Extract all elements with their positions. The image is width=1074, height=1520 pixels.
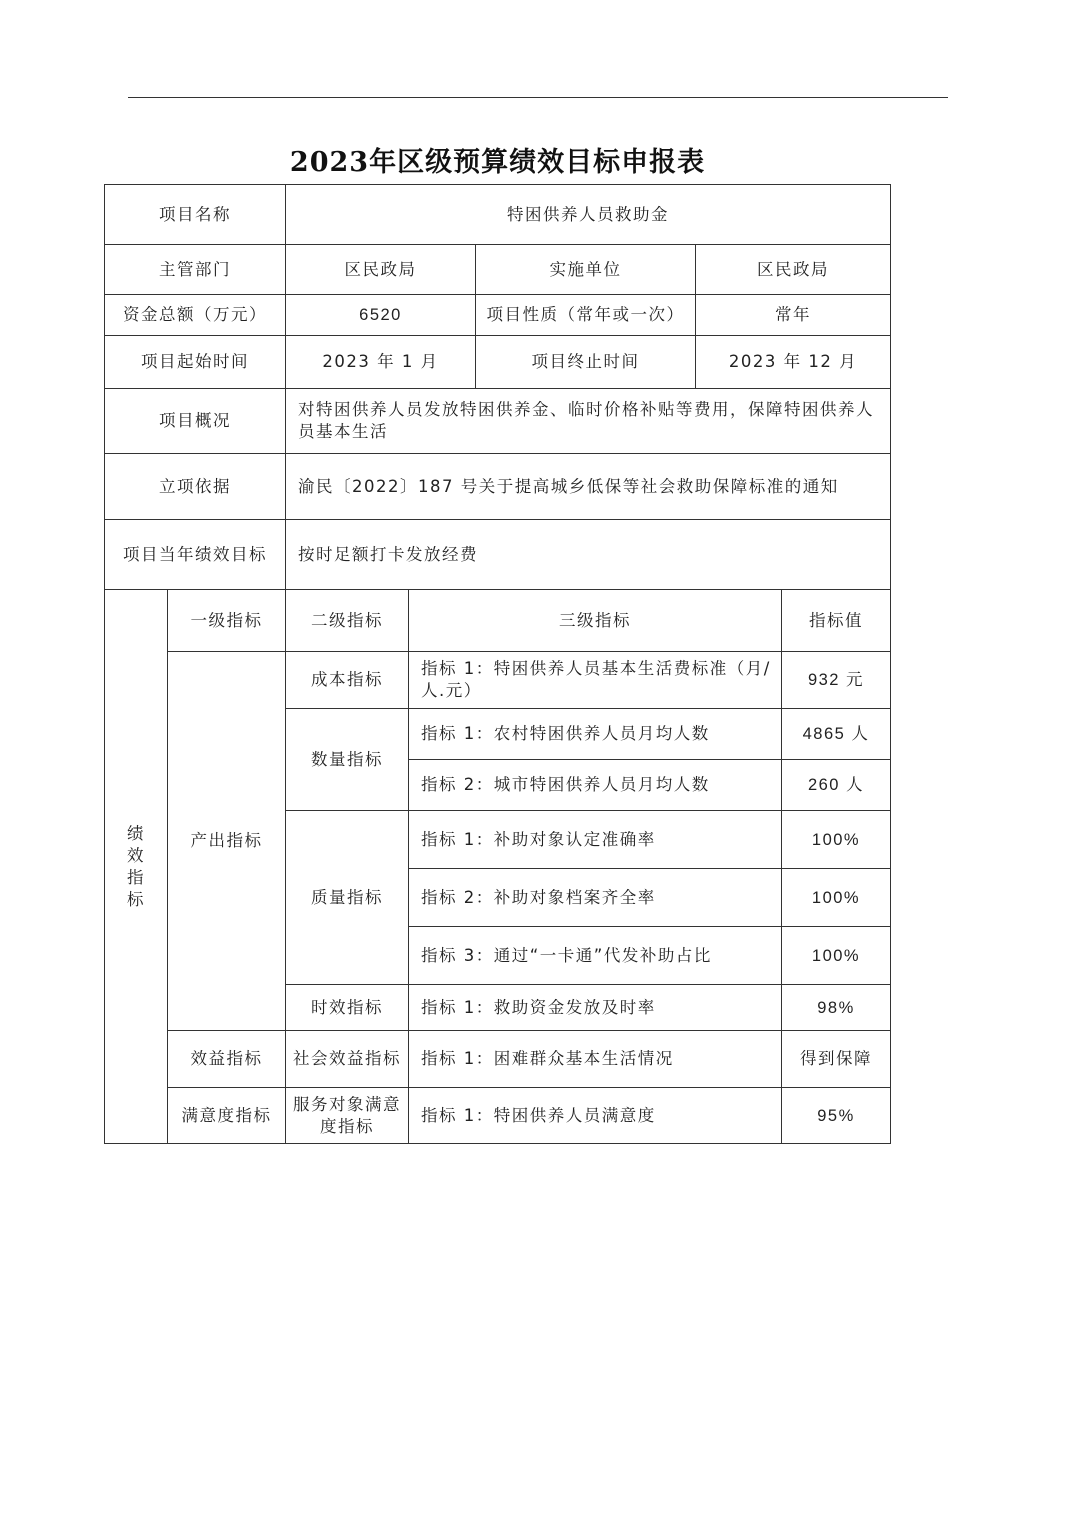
impl-value: 区民政局 (696, 245, 891, 295)
indicator-value: 932 元 (782, 652, 891, 709)
nature-value: 常年 (696, 295, 891, 336)
row-fund (105, 295, 891, 336)
performance-section-label (105, 590, 168, 1144)
start-value: 2023 年 1 月 (286, 336, 476, 389)
header-level1: 一级指标 (168, 590, 286, 652)
cost-indicator-label: 成本指标 (286, 652, 409, 709)
project-name-label: 项目名称 (105, 185, 286, 245)
performance-section-text: 绩效指标 (127, 823, 145, 909)
header-level3: 三级指标 (409, 590, 782, 652)
social-benefit-label: 社会效益指标 (286, 1031, 409, 1088)
project-name-value: 特困供养人员救助金 (286, 185, 891, 245)
indicator-name: 指标 2：城市特困供养人员月均人数 (409, 760, 782, 811)
header-level2: 二级指标 (286, 590, 409, 652)
timeliness-indicator-label: 时效指标 (286, 985, 409, 1031)
service-satisfaction-label: 服务对象满意度指标 (286, 1088, 409, 1144)
indicator-name: 指标 3：通过“一卡通”代发补助占比 (409, 927, 782, 985)
benefit-indicator-label: 效益指标 (168, 1031, 286, 1088)
indicator-value: 100% (782, 927, 891, 985)
quantity-indicator-label: 数量指标 (286, 709, 409, 811)
overview-value: 对特困供养人员发放特困供养金、临时价格补贴等费用，保障特困供养人员基本生活 (286, 389, 891, 454)
overview-label: 项目概况 (105, 389, 286, 454)
end-label: 项目终止时间 (476, 336, 696, 389)
indicator-value: 95% (782, 1088, 891, 1144)
row-overview (105, 389, 891, 454)
indicator-value: 100% (782, 811, 891, 869)
indicator-name: 指标 1：特困供养人员满意度 (409, 1088, 782, 1144)
indicator-value: 98% (782, 985, 891, 1031)
row-project-name (105, 185, 891, 245)
indicator-name: 指标 1：救助资金发放及时率 (409, 985, 782, 1031)
indicator-name: 指标 1：补助对象认定准确率 (409, 811, 782, 869)
indicator-name: 指标 1：特困供养人员基本生活费标准（月/人.元） (409, 652, 782, 709)
top-rule (128, 97, 948, 98)
row-goal (105, 520, 891, 590)
page-title: 2023年区级预算绩效目标申报表 (289, 147, 706, 178)
impl-label: 实施单位 (476, 245, 696, 295)
goal-value: 按时足额打卡发放经费 (286, 520, 891, 590)
table-row (105, 1031, 891, 1088)
start-label: 项目起始时间 (105, 336, 286, 389)
indicator-name: 指标 2：补助对象档案齐全率 (409, 869, 782, 927)
nature-label: 项目性质（常年或一次） (476, 295, 696, 336)
goal-label: 项目当年绩效目标 (105, 520, 286, 590)
fund-label: 资金总额（万元） (105, 295, 286, 336)
row-period (105, 336, 891, 389)
satisfaction-indicator-label: 满意度指标 (168, 1088, 286, 1144)
table-row (105, 1088, 891, 1144)
quality-indicator-label: 质量指标 (286, 811, 409, 985)
basis-value: 渝民〔2022〕187 号关于提高城乡低保等社会救助保障标准的通知 (286, 454, 891, 520)
indicator-value: 260 人 (782, 760, 891, 811)
table-row (105, 652, 891, 709)
indicator-name: 指标 1：农村特困供养人员月均人数 (409, 709, 782, 760)
dept-value: 区民政局 (286, 245, 476, 295)
indicator-value: 得到保障 (782, 1031, 891, 1088)
header-value: 指标值 (782, 590, 891, 652)
indicator-value: 100% (782, 869, 891, 927)
fund-value: 6520 (286, 295, 476, 336)
row-basis (105, 454, 891, 520)
output-indicator-label: 产出指标 (168, 652, 286, 1031)
dept-label: 主管部门 (105, 245, 286, 295)
end-value: 2023 年 12 月 (696, 336, 891, 389)
budget-form-table (104, 184, 891, 1144)
row-indicator-header (105, 590, 891, 652)
row-department (105, 245, 891, 295)
indicator-value: 4865 人 (782, 709, 891, 760)
indicator-name: 指标 1：困难群众基本生活情况 (409, 1031, 782, 1088)
basis-label: 立项依据 (105, 454, 286, 520)
